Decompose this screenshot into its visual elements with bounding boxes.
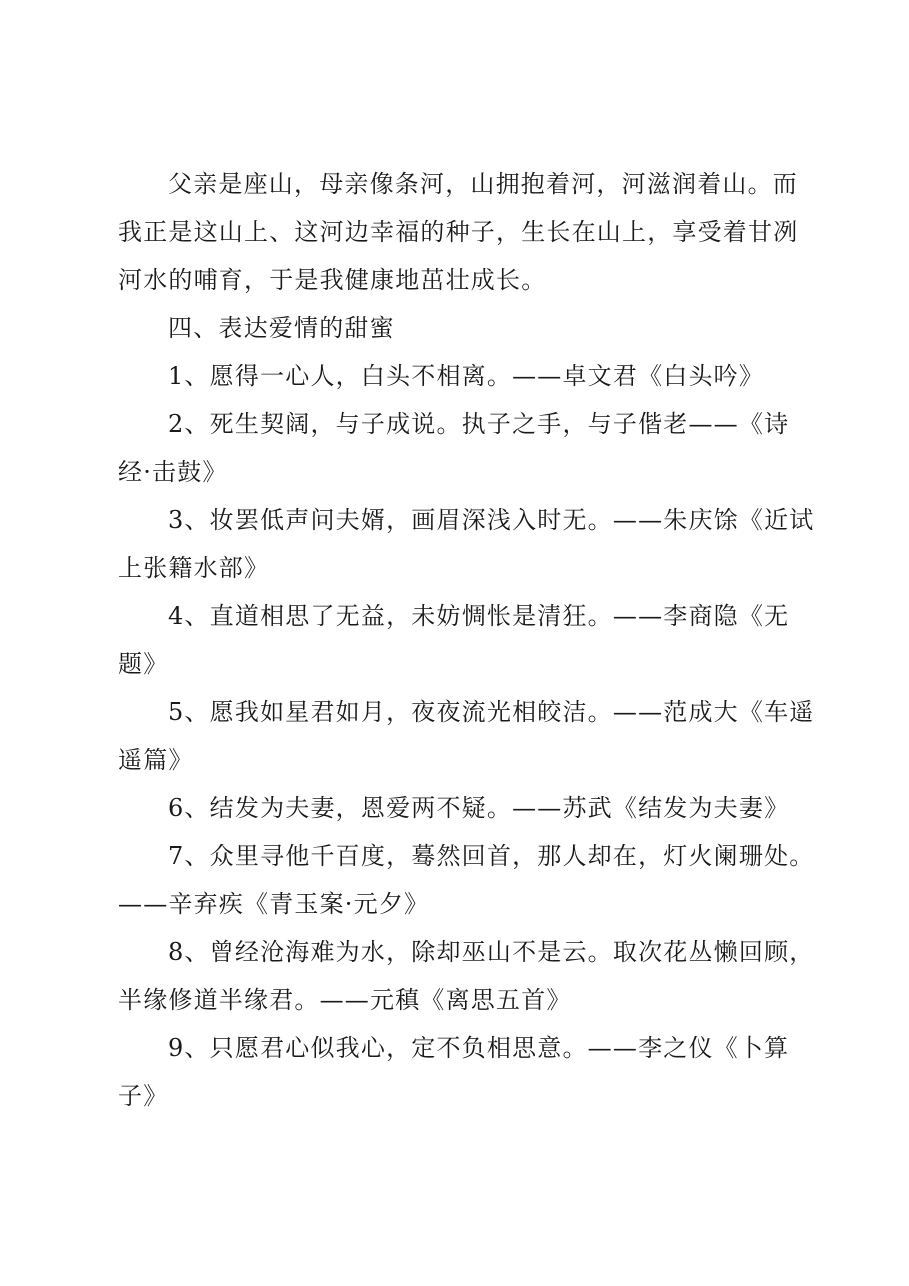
paragraph-father-mountain bbox=[118, 160, 798, 304]
text-line: 河水的哺育，于是我健康地茁壮成长。 bbox=[118, 266, 547, 294]
document-body bbox=[118, 160, 815, 1120]
quote-item-7 bbox=[118, 832, 815, 928]
text-line: 上张籍水部》 bbox=[118, 554, 270, 582]
quote-item-8 bbox=[118, 928, 815, 1024]
quote-item-5 bbox=[118, 688, 815, 784]
text-line: ——辛弃疾《青玉案·元夕》 bbox=[118, 890, 430, 918]
text-line: 遥篇》 bbox=[118, 746, 194, 774]
text-line: 1、愿得一心人，白头不相离。——卓文君《白头吟》 bbox=[168, 362, 765, 390]
text-line: 我正是这山上、这河边幸福的种子，生长在山上，享受着甘冽 bbox=[118, 218, 799, 246]
text-line: 9、只愿君心似我心，定不负相思意。——李之仪《卜算 bbox=[168, 1034, 790, 1062]
text-line: 3、妆罢低声问夫婿，画眉深浅入时无。——朱庆馀《近试 bbox=[168, 506, 815, 534]
heading-text: 四、表达爱情的甜蜜 bbox=[168, 314, 395, 342]
text-line: 5、愿我如星君如月，夜夜流光相皎洁。——范成大《车遥 bbox=[168, 698, 815, 726]
quote-item-2 bbox=[118, 400, 798, 496]
quote-item-4 bbox=[118, 592, 798, 688]
section-heading bbox=[118, 304, 798, 352]
quote-item-3 bbox=[118, 496, 815, 592]
text-line: 子》 bbox=[118, 1082, 169, 1110]
text-line: 2、死生契阔，与子成说。执子之手，与子偕老——《诗 bbox=[168, 410, 790, 438]
text-line: 4、直道相思了无益，未妨惆怅是清狂。——李商隐《无 bbox=[168, 602, 790, 630]
text-line: 父亲是座山，母亲像条河，山拥抱着河，河滋润着山。而 bbox=[168, 170, 798, 198]
text-line: 经·击鼓》 bbox=[118, 458, 228, 486]
text-line: 6、结发为夫妻，恩爱两不疑。——苏武《结发为夫妻》 bbox=[168, 794, 790, 822]
quote-item-9 bbox=[118, 1024, 798, 1120]
quote-item-6 bbox=[118, 784, 798, 832]
quote-item-1 bbox=[118, 352, 798, 400]
text-line: 题》 bbox=[118, 650, 169, 678]
text-line: 7、众里寻他千百度，蓦然回首，那人却在，灯火阑珊处。 bbox=[168, 842, 815, 870]
text-line: 8、曾经沧海难为水，除却巫山不是云。取次花丛懒回顾， bbox=[168, 938, 815, 966]
text-line: 半缘修道半缘君。——元稹《离思五首》 bbox=[118, 986, 572, 1014]
